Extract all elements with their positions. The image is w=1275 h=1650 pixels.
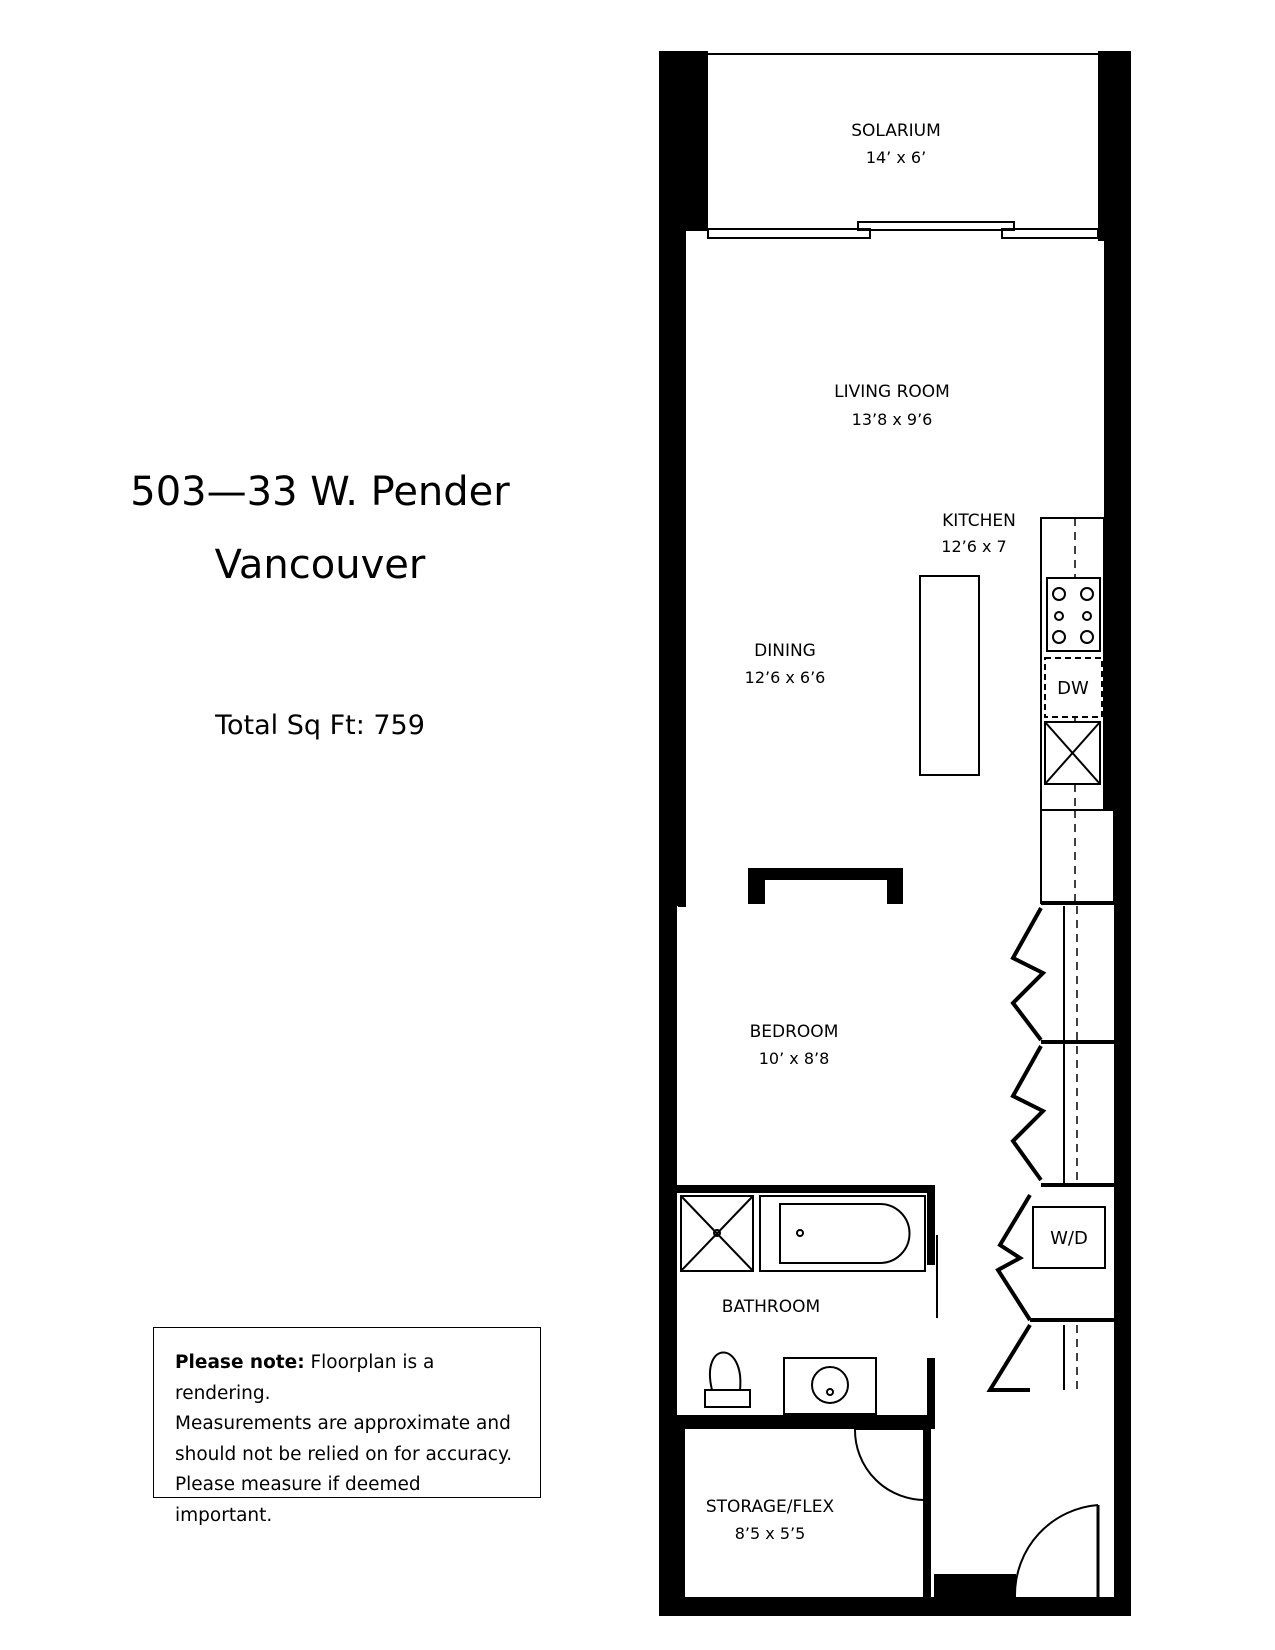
shower-icon (681, 1196, 753, 1271)
washer-dryer-label: W/D (1050, 1228, 1088, 1249)
storage-dims: 8’5 x 5’5 (734, 1524, 806, 1543)
address-title: 503—33 W. Pender (130, 469, 510, 515)
dishwasher (1045, 658, 1102, 717)
room-bathroom (722, 1297, 820, 1317)
room-living (834, 382, 950, 429)
room-solarium (851, 121, 941, 167)
solarium-dims: 14’ x 6’ (865, 148, 927, 167)
washer-dryer (1033, 1207, 1105, 1268)
room-kitchen (941, 511, 1016, 556)
dishwasher-label: DW (1057, 678, 1089, 699)
solarium-name: SOLARIUM (851, 121, 941, 141)
bathtub-icon (760, 1196, 925, 1271)
dining-dims: 12’6 x 6’6 (744, 668, 826, 687)
vanity-sink-icon (784, 1358, 876, 1414)
kitchen-name: KITCHEN (942, 511, 1016, 531)
dining-name: DINING (754, 641, 816, 661)
disclaimer-label: Please note: (175, 1352, 305, 1373)
room-storage (706, 1497, 835, 1543)
storage-door (855, 1429, 927, 1597)
disclaimer-line-3: should not be relied on for accuracy. (175, 1443, 513, 1465)
solarium-window (708, 54, 1098, 238)
sink-icon (1045, 722, 1100, 784)
living-room-name: LIVING ROOM (834, 382, 950, 402)
bathroom-name: BATHROOM (721, 1297, 821, 1317)
stove-icon (1047, 578, 1100, 651)
living-room-dims: 13’8 x 9’6 (851, 410, 933, 429)
toilet-icon (705, 1353, 750, 1408)
exterior-walls (659, 51, 1131, 1616)
bedroom-name: BEDROOM (749, 1022, 839, 1042)
kitchen-island (920, 576, 979, 775)
disclaimer-line-2: Measurements are approximate and (175, 1413, 511, 1434)
bedroom-divider (748, 868, 903, 904)
closets (990, 903, 1114, 1390)
storage-name: STORAGE/FLEX (705, 1497, 835, 1517)
room-dining (745, 641, 826, 687)
total-sqft: Total Sq Ft: 759 (215, 710, 425, 741)
disclaimer-line-1: Floorplan is a rendering. (175, 1352, 435, 1404)
bedroom-dims: 10’ x 8’8 (758, 1049, 830, 1068)
room-bedroom (750, 1022, 839, 1068)
entry-door (935, 1505, 1098, 1597)
kitchen-dims: 12’6 x 7 (941, 537, 1007, 556)
city-title: Vancouver (214, 542, 426, 588)
disclaimer-line-4: Please measure if deemed important. (175, 1474, 421, 1526)
